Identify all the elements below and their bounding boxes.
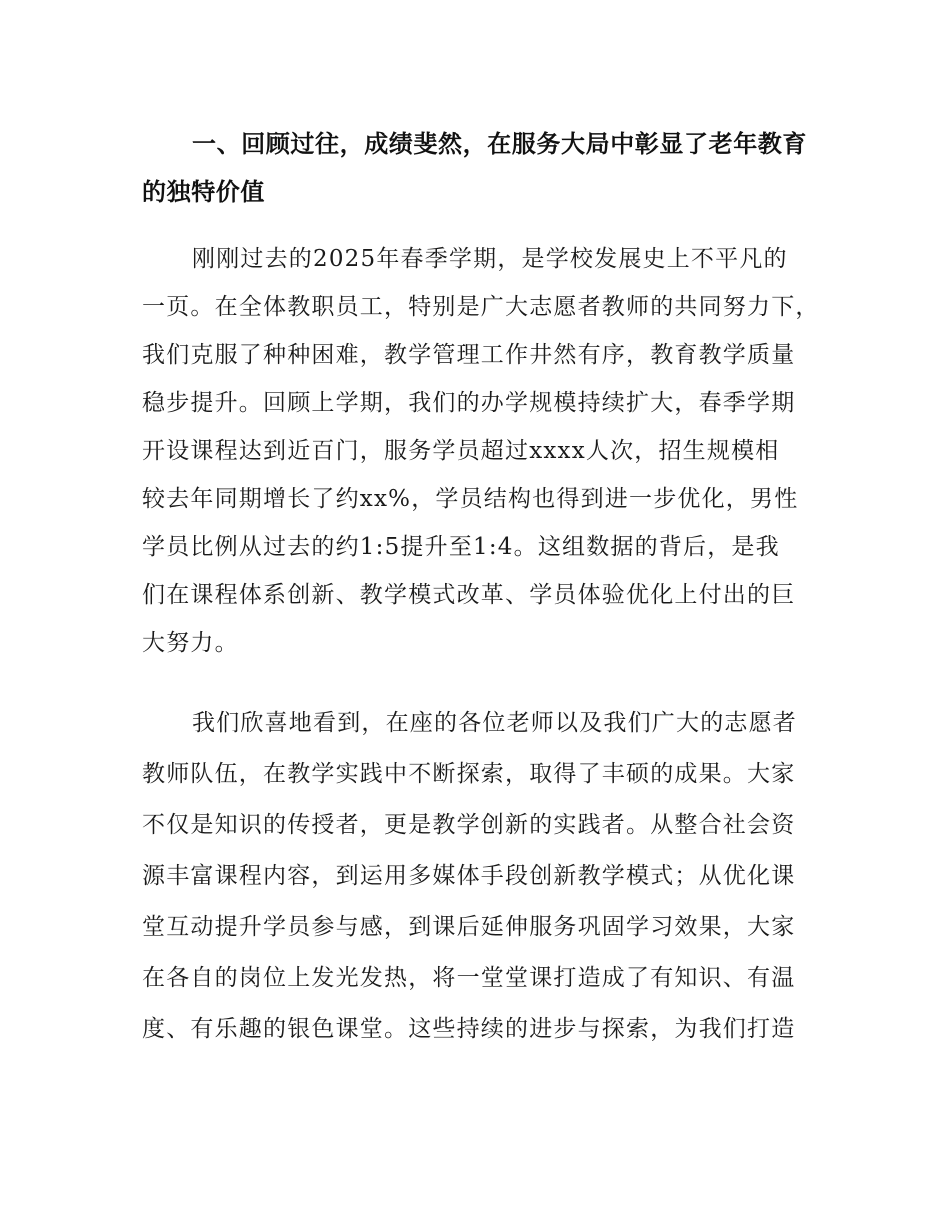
paragraph-line: 刚刚过去的2025年春季学期，是学校发展史上不平凡的 <box>192 246 788 272</box>
paragraph-line: 我们克服了种种困难，教学管理工作井然有序，教育教学质量 <box>142 342 796 368</box>
paragraph-line: 我们欣喜地看到，在座的各位老师以及我们广大的志愿者 <box>192 710 797 736</box>
paragraph-line: 一页。在全体教职员工，特别是广大志愿者教师的共同努力下， <box>142 294 820 320</box>
paragraph-line: 源丰富课程内容，到运用多媒体手段创新教学模式；从优化课 <box>142 863 796 889</box>
paragraph-line: 开设课程达到近百门，服务学员超过xxxx人次，招生规模相 <box>142 438 780 464</box>
paragraph-line: 稳步提升。回顾上学期，我们的办学规模持续扩大，春季学期 <box>142 390 796 416</box>
paragraph-line: 大努力。 <box>142 630 239 656</box>
paragraph-line: 度、有乐趣的银色课堂。这些持续的进步与探索，为我们打造 <box>142 1016 796 1042</box>
paragraph-line: 在各自的岗位上发光发热，将一堂堂课打造成了有知识、有温 <box>142 965 796 991</box>
paragraph-line: 教师队伍，在教学实践中不断探索，取得了丰硕的成果。大家 <box>142 761 796 787</box>
paragraph-line: 不仅是知识的传授者，更是教学创新的实践者。从整合社会资 <box>142 812 796 838</box>
paragraph-line: 较去年同期增长了约xx%，学员结构也得到进一步优化，男性 <box>142 486 799 512</box>
paragraph-line: 堂互动提升学员参与感，到课后延伸服务巩固学习效果，大家 <box>142 914 796 940</box>
paragraph-line: 学员比例从过去的约1:5提升至1:4。这组数据的背后，是我 <box>142 534 780 560</box>
heading-line: 一、回顾过往，成绩斐然，在服务大局中彰显了老年教育 <box>192 130 807 158</box>
paragraph-line: 们在课程体系创新、教学模式改革、学员体验优化上付出的巨 <box>142 582 796 608</box>
heading-line: 的独特价值 <box>142 178 265 206</box>
